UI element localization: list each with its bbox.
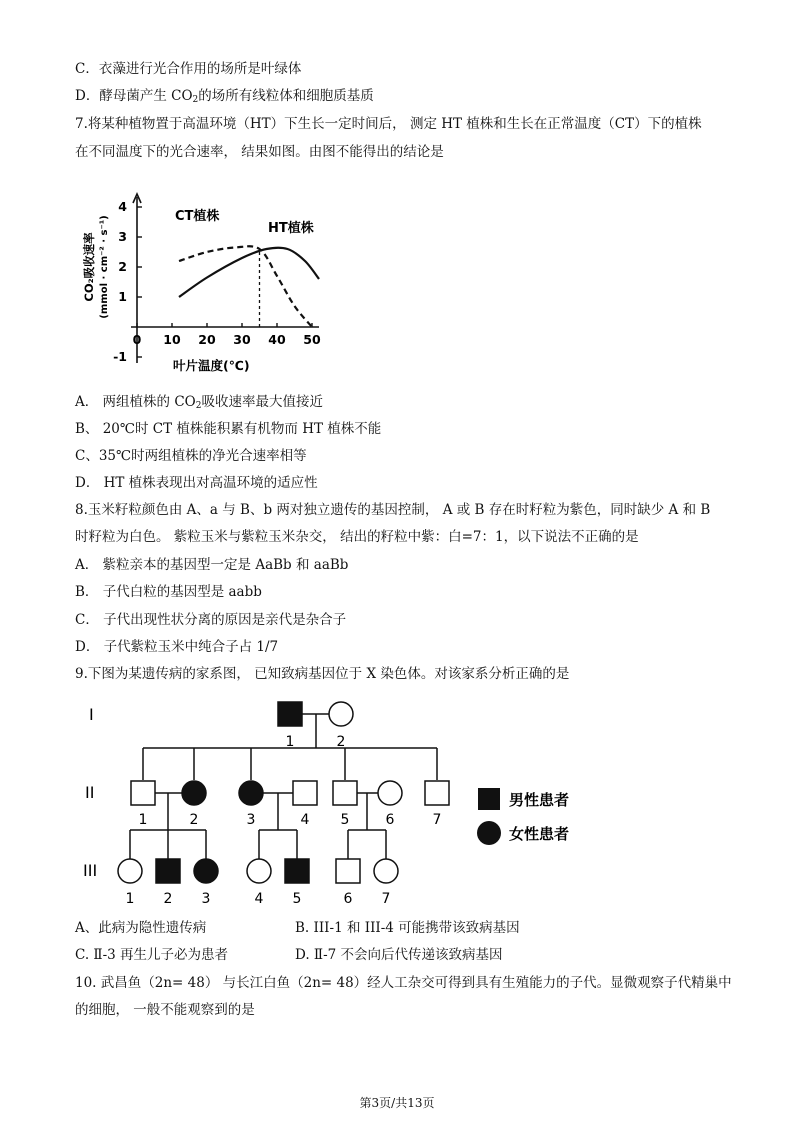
- q8-stem-line1: 8.玉米籽粒颜色由 A、a 与 B、b 两对独立遗传的基因控制， A 或 B 存在时籽粒为紫色，同时缺少 A 和 B: [75, 502, 711, 518]
- x-tick-label: 10: [163, 332, 181, 347]
- III-3-number: 3: [201, 891, 211, 907]
- q9-option-b: B. III-1 和 III-4 可能携带该致病基因: [295, 920, 520, 936]
- III-5-affected-male: [285, 859, 309, 883]
- I-1-affected-male: [278, 702, 302, 726]
- y-axis-label-line2: (mmol · cm⁻² · s⁻¹): [99, 215, 110, 319]
- III-2-affected-male: [156, 859, 180, 883]
- legend-affected-female-symbol: [477, 821, 501, 845]
- q9-option-a: A、此病为隐性遗传病: [75, 920, 207, 936]
- legend-affected-female-label: 女性患者: [509, 825, 570, 843]
- ct-series-label: CT植株: [175, 209, 220, 224]
- II-5-number: 5: [340, 812, 350, 828]
- legend-affected-male-symbol: [478, 788, 500, 810]
- q7-stem-line2: 在不同温度下的光合速率， 结果如图。由图不能得出的结论是: [75, 144, 444, 160]
- y-axis-title: [82, 215, 110, 318]
- q7-option-c: C、35℃时两组植株的净光合速率相等: [75, 448, 307, 464]
- generation-I-label: I: [89, 705, 94, 724]
- III-2-number: 2: [163, 891, 173, 907]
- II-2-number: 2: [189, 812, 199, 828]
- y-tick-label: 4: [118, 199, 127, 214]
- III-5-number: 5: [292, 891, 302, 907]
- q8-option-b: B． 子代白粒的基因型是 aabb: [75, 584, 262, 600]
- II-4-male: [293, 781, 317, 805]
- I-2-female: [329, 702, 353, 726]
- III-4-female: [247, 859, 271, 883]
- q7-stem-line1: 7.将某种植物置于高温环境（HT）下生长一定时间后， 测定 HT 植株和生长在正常温度（CT）下的植株: [75, 116, 702, 132]
- q7-option-d: D． HT 植株表现出对高温环境的适应性: [75, 475, 318, 491]
- II-7-number: 7: [432, 812, 442, 828]
- II-3-affected-female: [239, 781, 263, 805]
- y-tick-label: 3: [118, 229, 127, 244]
- III-4-number: 4: [254, 891, 264, 907]
- generation-III-label: III: [83, 861, 98, 880]
- q7-option-a: A． 两组植株的 $CO_2$吸收速率最大值接近: [75, 394, 323, 411]
- II-7-male: [425, 781, 449, 805]
- q10-stem-line2: 的细胞， 一般不能观察到的是: [75, 1002, 255, 1018]
- photosynthesis-chart: [75, 172, 345, 387]
- y-axis-label-line1: CO₂吸收速率: [82, 232, 96, 302]
- legend-affected-male-label: 男性患者: [509, 791, 570, 809]
- q6-option-c: C．衣藻进行光合作用的场所是叶绿体: [75, 61, 302, 77]
- II-1-number: 1: [138, 812, 148, 828]
- q7-option-b: B、 20℃时 CT 植株能积累有机物而 HT 植株不能: [75, 421, 382, 437]
- generation-II-label: II: [85, 783, 95, 802]
- II-1-male: [131, 781, 155, 805]
- II-6-female: [378, 781, 402, 805]
- y-tick-label: -1: [113, 349, 127, 364]
- III-1-female: [118, 859, 142, 883]
- y-tick-label: 2: [118, 259, 127, 274]
- III-6-number: 6: [343, 891, 353, 907]
- pedigree-chart: [75, 690, 615, 910]
- q9-option-d: D. Ⅱ-7 不会向后代传递该致病基因: [295, 947, 503, 963]
- y-tick-label: 1: [118, 289, 127, 304]
- q8-option-d: D． 子代紫粒玉米中纯合子占 1/7: [75, 639, 279, 655]
- III-7-female: [374, 859, 398, 883]
- III-7-number: 7: [381, 891, 391, 907]
- II-4-number: 4: [300, 812, 310, 828]
- III-1-number: 1: [125, 891, 135, 907]
- II-3-number: 3: [246, 812, 256, 828]
- I-2-number: 2: [336, 734, 346, 750]
- III-3-affected-female: [194, 859, 218, 883]
- q10-stem-line1: 10. 武昌鱼（2n= 48） 与长江白鱼（2n= 48）经人工杂交可得到具有生殖能力的子代。显微观察子代精巢中: [75, 975, 732, 991]
- II-6-number: 6: [385, 812, 395, 828]
- III-6-male: [336, 859, 360, 883]
- II-5-male: [333, 781, 357, 805]
- q8-option-a: A． 紫粒亲本的基因型一定是 AaBb 和 aaBb: [75, 557, 349, 573]
- x-tick-label: 0: [132, 332, 142, 347]
- x-tick-label: 20: [198, 332, 216, 347]
- ht-series-label: HT植株: [268, 221, 314, 236]
- q9-stem: 9.下图为某遗传病的家系图， 已知致病基因位于 X 染色体。对该家系分析正确的是: [75, 666, 570, 682]
- q8-stem-line2: 时籽粒为白色。 紫粒玉米与紫粒玉米杂交， 结出的籽粒中紫：白=7：1，以下说法不正确的是: [75, 529, 639, 545]
- x-tick-label: 50: [303, 332, 321, 347]
- II-2-affected-female: [182, 781, 206, 805]
- ct-series-line: [179, 246, 312, 327]
- x-axis-label: 叶片温度(℃): [173, 358, 250, 373]
- I-1-number: 1: [285, 734, 295, 750]
- page-footer: 第3页/共13页: [359, 1096, 435, 1110]
- x-tick-label: 30: [233, 332, 251, 347]
- q8-option-c: C． 子代出现性状分离的原因是亲代是杂合子: [75, 612, 347, 628]
- q6-option-d: D．酵母菌产生 $CO_2$的场所有线粒体和细胞质基质: [75, 88, 374, 105]
- q9-option-c: C. Ⅱ-3 再生儿子必为患者: [75, 947, 229, 963]
- x-tick-label: 40: [268, 332, 286, 347]
